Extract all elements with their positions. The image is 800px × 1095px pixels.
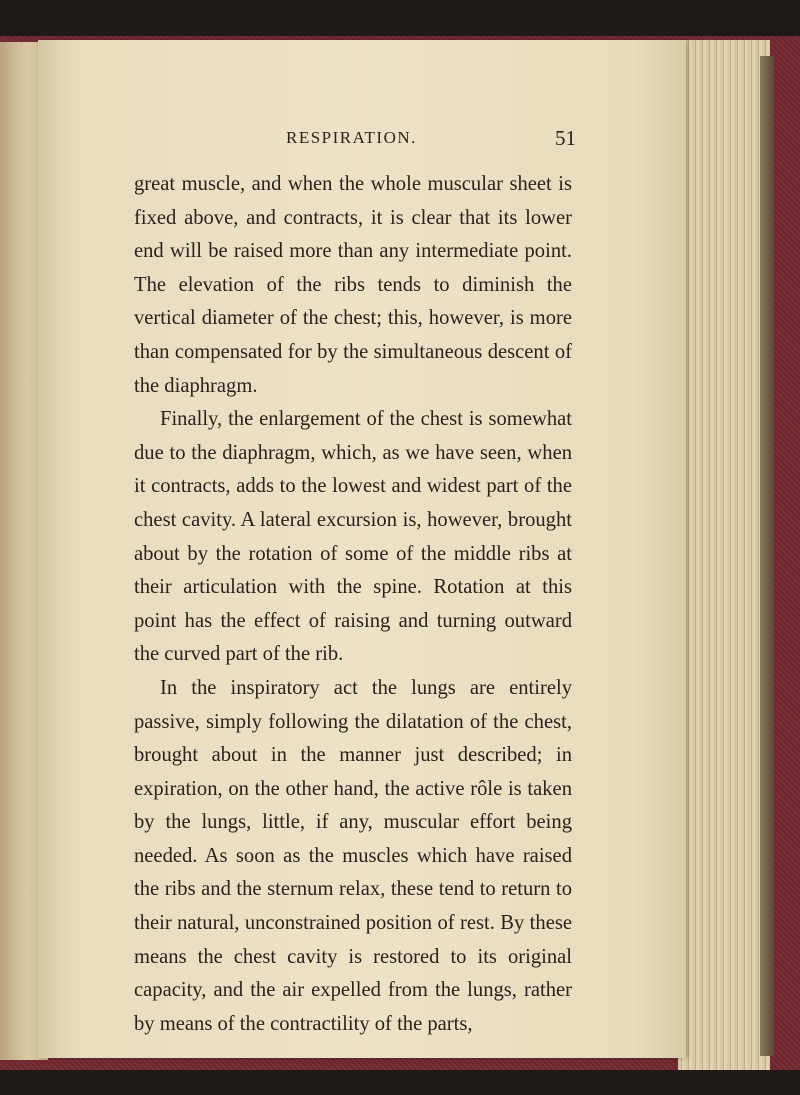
book-cover-top	[0, 0, 800, 40]
page-edges-shadow	[760, 56, 774, 1056]
book-cover-bottom	[0, 1070, 800, 1095]
page-number: 51	[555, 126, 576, 150]
paragraph-3: In the inspiratory act the lungs are entirely passive, simply following the dilatation of the chest, brought about in the manner just described; in expiration, on the other hand, the active rôle is taken by the lungs, little, if any, muscular effort being needed. As soon as the muscles which have raised the ribs and the sternum relax, these tend to return to their natural, unconstrained position of rest. By these means the chest cavity is restored to its original capacity, and the air expelled from the lungs, rather by means of the contractility of the parts,	[134, 676, 572, 1035]
body-text	[134, 168, 572, 1041]
running-head: RESPIRATION.	[286, 128, 417, 147]
paragraph-2: Finally, the enlargement of the chest is somewhat due to the diaphragm, which, as we have seen, when it contracts, adds to the lowest and widest part of the chest cavity. A lateral excursion is, however, brought about by the rotation of some of the middle ribs at their articulation with the spine. Rotation at this point has the effect of raising and turning outward the curved part of the rib.	[134, 408, 572, 666]
page-header	[286, 128, 576, 156]
page-edges	[678, 40, 770, 1070]
paragraph-1: great muscle, and when the whole muscular sheet is fixed above, and contracts, it is clear that its lower end will be raised more than any intermediate point. The elevation of the ribs tends to diminish the vertical diameter of the chest; this, however, is more than compensated for by the simultaneous descent of the diaphragm.	[134, 173, 572, 397]
